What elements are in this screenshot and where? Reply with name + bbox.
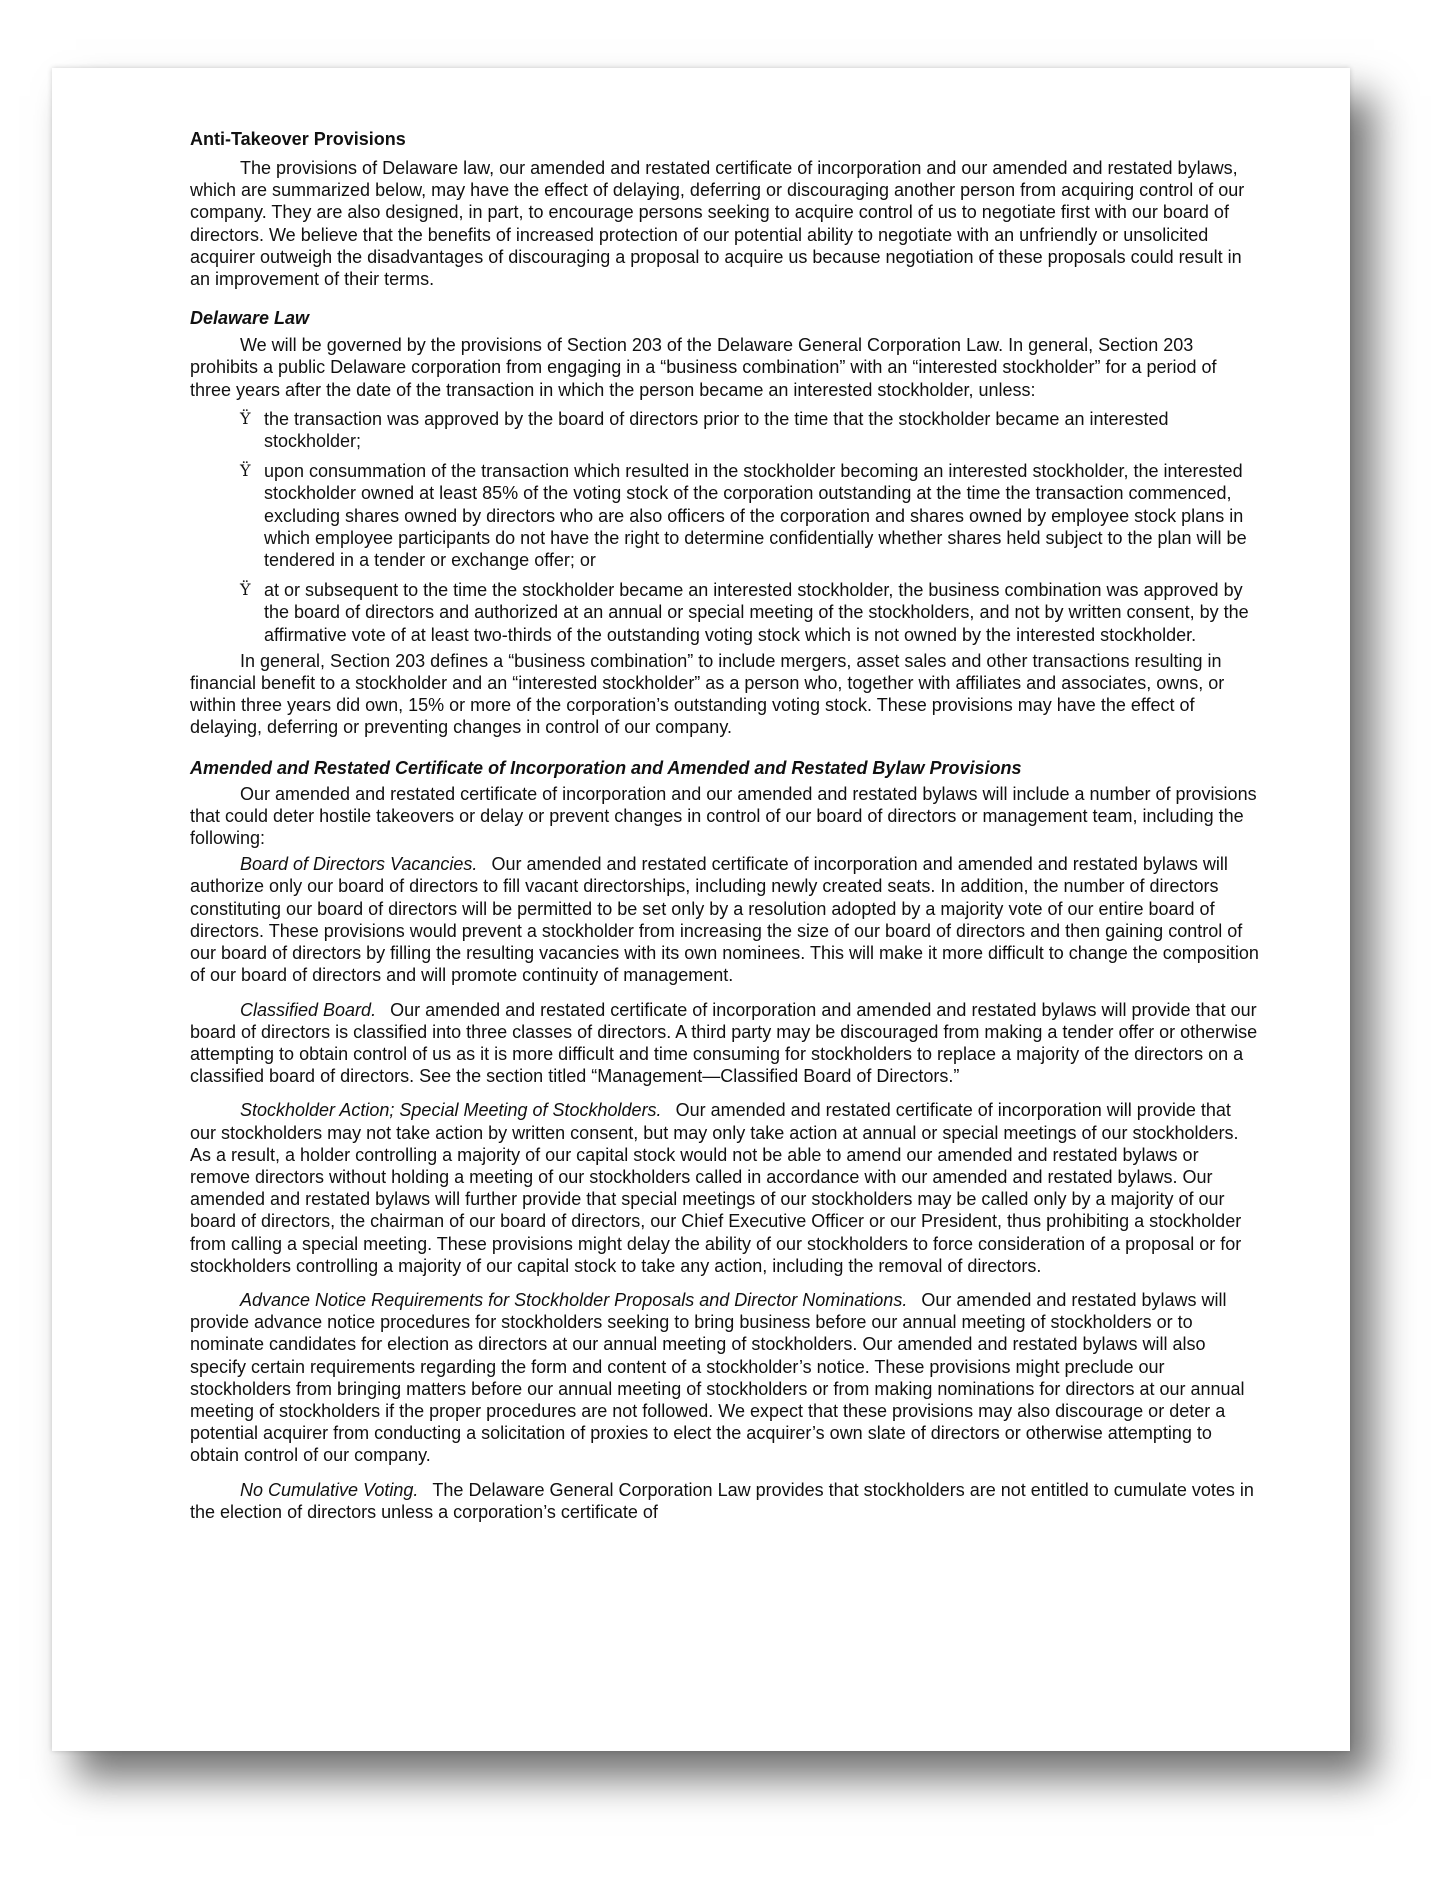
- paragraph-delaware-intro: We will be governed by the provisions of Section 203 of the Delaware General Corporation Law. In general, Section 203 prohibits a public Delaware corporation from engaging in a “business combination” with an “interested stockholder” for a period of three years after the date of the transaction in which the person became an interested stockholder, unless:: [190, 335, 1217, 400]
- bullet-text: upon consummation of the transaction which resulted in the stockholder becoming an interested stockholder, the interested stockholder owned at least 85% of the voting stock of the corporation outstanding at the time the transaction commenced, excluding shares owned by directors who are also officers of the corporation and shares owned by employee stock plans in which employee participants do not have the right to determine confidentially whether shares held subject to the plan will be tendered in a tender or exchange offer; or: [264, 461, 1247, 571]
- paragraph-cumulative-voting: [190, 1479, 1260, 1523]
- subheading-stockholder-action: Stockholder Action; Special Meeting of Stockholders.: [240, 1100, 662, 1121]
- list-item: [240, 460, 1260, 571]
- body-classified-board: Our amended and restated certificate of incorporation and amended and restated bylaws will provide that our board of directors is classified into three classes of directors. A third party may be discouraged from making a tender offer or otherwise attempting to obtain control of us as it is more difficult and time consuming for stockholders to replace a majority of the directors on a classified board of directors. See the section titled “Management—Classified Board of Directors.”: [190, 999, 1258, 1087]
- bullet-text: at or subsequent to the time the stockholder became an interested stockholder, the business combination was approved by the board of directors and authorized at an annual or special meeting of the stockholders, and not by written consent, by the affirmative vote of at least two-thirds of the outstanding voting stock which is not owned by the interested stockholder.: [264, 580, 1249, 645]
- body-stockholder-action: Our amended and restated certificate of incorporation will provide that our stockholders may not take action by written consent, but may only take action at annual or special meetings of our stockholders. As a result, a holder controlling a majority of our capital stock would not be able to amend our amended and restated bylaws or remove directors without holding a meeting of our stockholders called in accordance with our amended and restated bylaws. Our amended and restated bylaws will further provide that special meetings of our stockholders may be called only by a majority of our board of directors, the chairman of our board of directors, our Chief Executive Officer or our President, thus prohibiting a stockholder from calling a special meeting. These provisions might delay the ability of our stockholders to force consideration of a proposal or for stockholders controlling a majority of our capital stock to take any action, including the removal of directors.: [190, 1100, 1242, 1276]
- heading-delaware-law: Delaware Law: [190, 308, 310, 329]
- subheading-cumulative-voting: No Cumulative Voting.: [240, 1479, 419, 1500]
- bullet-icon: Ÿ: [240, 461, 251, 481]
- paragraph-anti-takeover: The provisions of Delaware law, our amended and restated certificate of incorporation and our amended and restated bylaws, which are summarized below, may have the effect of delaying, deferring or discouraging another person from acquiring control of our company. They are also designed, in part, to encourage persons seeking to acquire control of us to negotiate first with our board of directors. We believe that the benefits of increased protection of our potential ability to negotiate with an unfriendly or unsolicited acquirer outweigh the disadvantages of discouraging a proposal to acquire us because negotiation of these proposals could result in an improvement of their terms.: [190, 158, 1245, 290]
- list-item: [240, 408, 1260, 452]
- bullet-icon: Ÿ: [240, 580, 251, 600]
- paragraph-board-vacancies: [190, 853, 1260, 986]
- paragraph-delaware-closing: In general, Section 203 defines a “business combination” to include mergers, asset sales and other transactions resulting in financial benefit to a stockholder and an “interested stockholder” as a person who, together with affiliates and associates, owns, or within three years did own, 15% or more of the corporation’s outstanding voting stock. These provisions may have the effect of delaying, deferring or preventing changes in control of our company.: [190, 650, 1225, 738]
- subheading-advance-notice: Advance Notice Requirements for Stockholder Proposals and Director Nominations.: [240, 1289, 908, 1310]
- subheading-board-vacancies: Board of Directors Vacancies.: [240, 854, 478, 875]
- bullet-icon: Ÿ: [240, 408, 251, 428]
- body-board-vacancies: Our amended and restated certificate of incorporation and amended and restated bylaws will authorize only our board of directors to fill vacant directorships, including newly created seats. In addition, the number of directors constituting our board of directors will be permitted to be set only by a resolution adopted by a majority vote of our entire board of directors. These provisions would prevent a stockholder from increasing the size of our board of directors and then gaining control of our board of directors by filling the resulting vacancies with its own nominees. This will make it more difficult to change the composition of our board of directors and will promote continuity of management.: [190, 854, 1259, 986]
- bullet-text: the transaction was approved by the board of directors prior to the time that the stockholder became an interested stockholder;: [264, 408, 1169, 452]
- page-content: [190, 128, 1260, 1523]
- paragraph-stockholder-action: [190, 1099, 1260, 1277]
- paragraph-advance-notice: [190, 1289, 1260, 1467]
- body-cumulative-voting: The Delaware General Corporation Law provides that stockholders are not entitled to cumulate votes in the election of directors unless a corporation’s certificate of: [190, 1479, 1254, 1522]
- paragraph-amended-intro: Our amended and restated certificate of incorporation and our amended and restated bylaws will include a number of provisions that could deter hostile takeovers or delay or prevent changes in control of our board of directors or management team, including the following:: [190, 783, 1257, 849]
- paragraph-classified-board: [190, 999, 1260, 1088]
- heading-anti-takeover: Anti-Takeover Provisions: [190, 129, 406, 149]
- bullet-list-section-203: [190, 408, 1260, 646]
- heading-amended-provisions: Amended and Restated Certificate of Incorporation and Amended and Restated Bylaw Provisions: [190, 757, 1022, 778]
- body-advance-notice: Our amended and restated bylaws will provide advance notice procedures for stockholders seeking to bring business before our annual meeting of stockholders or to nominate candidates for election as directors at our annual meeting of stockholders. Our amended and restated bylaws will also specify certain requirements regarding the form and content of a stockholder’s notice. These provisions might preclude our stockholders from bringing matters before our annual meeting of stockholders or from making nominations for directors at our annual meeting of stockholders if the proper procedures are not followed. We expect that these provisions may also discourage or deter a potential acquirer from conducting a solicitation of proxies to elect the acquirer’s own slate of directors or otherwise attempting to obtain control of our company.: [190, 1289, 1245, 1466]
- list-item: [240, 579, 1260, 646]
- document-page: [52, 68, 1350, 1751]
- subheading-classified-board: Classified Board.: [240, 999, 377, 1020]
